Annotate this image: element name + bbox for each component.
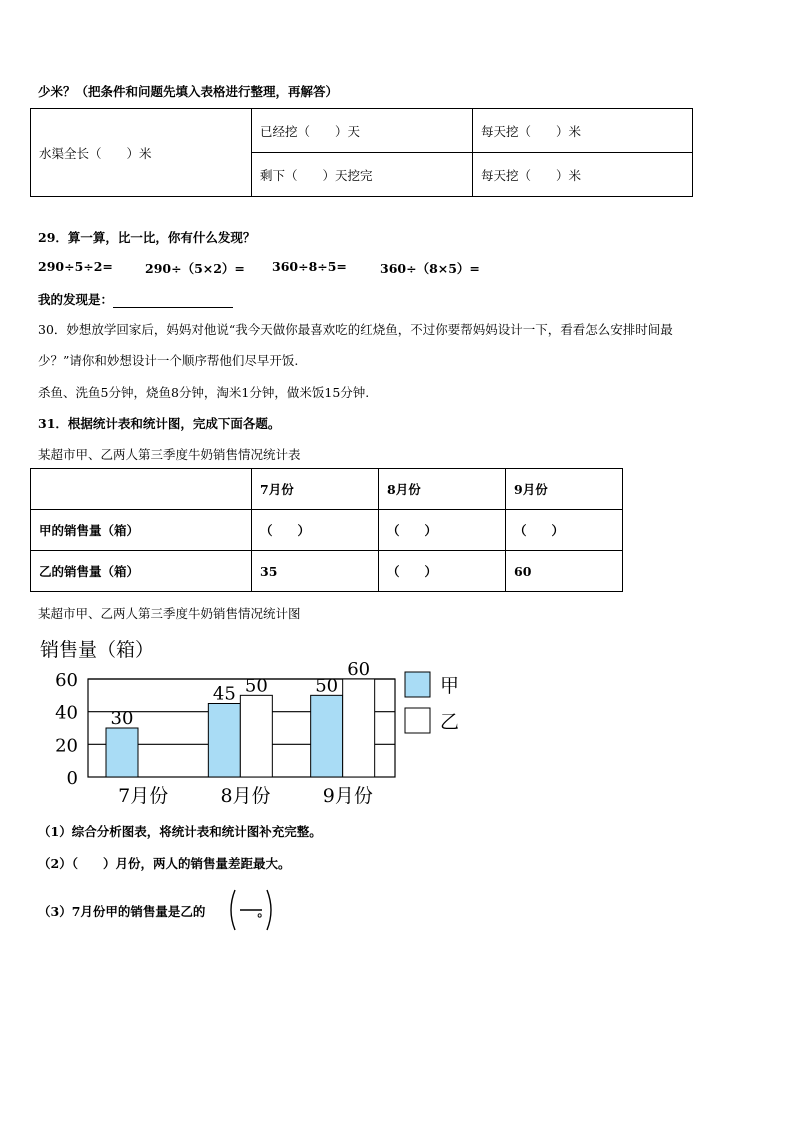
- data-label-甲-0: 30: [110, 708, 134, 729]
- sales-table-row-jia: [31, 510, 623, 551]
- q28-tail-text: 少米？（把条件和问题先填入表格进行整理，再解答）: [38, 84, 339, 99]
- sales-table-header-aug: 8月份: [379, 469, 506, 510]
- q31-title: 31．根据统计表和统计图，完成下面各题。: [38, 416, 281, 431]
- row-jia-label: 甲的销售量（箱）: [31, 510, 252, 551]
- sub3-prefix: （3）7月份甲的销售量是乙的: [38, 904, 206, 919]
- sales-table-header-jul: 7月份: [252, 469, 379, 510]
- q29-finding: [38, 290, 233, 308]
- bar-甲-1: [208, 704, 240, 778]
- row-yi-aug[interactable]: （ ）: [379, 551, 506, 592]
- row-jia-aug[interactable]: （ ）: [379, 510, 506, 551]
- sales-bar-chart: [30, 632, 480, 812]
- q30-line1: 30．妙想放学回家后，妈妈对他说“我今天做你最喜欢吃的红烧鱼，不过你要帮妈妈设计一下，看看怎么安排时间最: [38, 322, 673, 337]
- sub3-suffix: 。: [257, 904, 270, 919]
- row-yi-jul: 35: [252, 551, 379, 592]
- row-yi-label: 乙的销售量（箱）: [31, 551, 252, 592]
- y-tick-label-60: 60: [55, 670, 78, 691]
- sales-table: [30, 468, 623, 592]
- x-tick-label-0: 7月份: [118, 785, 169, 807]
- q30-line3: 杀鱼、洗鱼5分钟，烧鱼8分钟，淘米1分钟，做米饭15分钟.: [38, 385, 370, 400]
- x-tick-label-2: 9月份: [322, 785, 373, 807]
- y-tick-label-20: 20: [55, 735, 78, 757]
- q31-chart-title: 某超市甲、乙两人第三季度牛奶销售情况统计图: [38, 606, 301, 621]
- sales-table-corner: [31, 469, 252, 510]
- q29-expr-1: 290÷5÷2=: [38, 259, 113, 274]
- bar-甲-2: [311, 695, 343, 777]
- finding-label: 我的发现是：: [38, 292, 114, 307]
- bar-乙-1: [240, 695, 272, 777]
- legend-label-甲: 甲: [440, 675, 460, 697]
- row-yi-sep: 60: [506, 551, 623, 592]
- legend-label-乙: 乙: [440, 711, 460, 733]
- row-jia-jul[interactable]: （ ）: [252, 510, 379, 551]
- q31-sub1: （1）综合分析图表，将统计表和统计图补充完整。: [38, 824, 322, 839]
- data-label-乙-2: 60: [347, 659, 371, 680]
- q31-table-title: 某超市甲、乙两人第三季度牛奶销售情况统计表: [38, 447, 301, 462]
- q31-sub2: （2）（ ）月份，两人的销售量差距最大。: [38, 856, 291, 871]
- row-jia-sep[interactable]: （ ）: [506, 510, 623, 551]
- q30-line2: 少？”请你和妙想设计一个顺序帮他们尽早开饭.: [38, 353, 299, 368]
- legend-swatch-甲: [405, 672, 430, 697]
- q29-title: 29．算一算，比一比，你有什么发现？: [38, 230, 256, 245]
- chart-plot: [55, 659, 459, 807]
- y-tick-label-0: 0: [66, 768, 78, 789]
- q29-expr-3: 360÷8÷5=: [272, 259, 347, 274]
- sales-table-header-sep: 9月份: [506, 469, 623, 510]
- bar-乙-2: [343, 679, 375, 777]
- question-28-table: [30, 108, 693, 197]
- finding-answer-line[interactable]: [113, 295, 233, 308]
- chart-ylabel: 销售量（箱）: [40, 639, 155, 661]
- cell-dug-per-day: 每天挖（ ）米: [473, 109, 693, 153]
- q29-expr-4: 360÷（8×5）=: [380, 261, 480, 276]
- fraction-blank[interactable]: [227, 888, 275, 932]
- sales-table-row-yi: [31, 551, 623, 592]
- data-label-甲-2: 50: [315, 675, 339, 697]
- bar-甲-0: [106, 728, 138, 777]
- cell-remaining-days: 剩下（ ）天挖完: [252, 153, 473, 197]
- x-tick-label-1: 8月份: [220, 785, 271, 807]
- data-label-甲-1: 45: [212, 683, 236, 705]
- cell-remaining-per-day: 每天挖（ ）米: [473, 153, 693, 197]
- cell-dug-days: 已经挖（ ）天: [252, 109, 473, 153]
- data-label-乙-1: 50: [244, 675, 268, 697]
- y-tick-label-40: 40: [55, 702, 78, 724]
- q29-expr-2: 290÷（5×2）=: [145, 261, 245, 276]
- cell-total-length: 水渠全长（ ）米: [31, 109, 252, 197]
- legend-swatch-乙: [405, 708, 430, 733]
